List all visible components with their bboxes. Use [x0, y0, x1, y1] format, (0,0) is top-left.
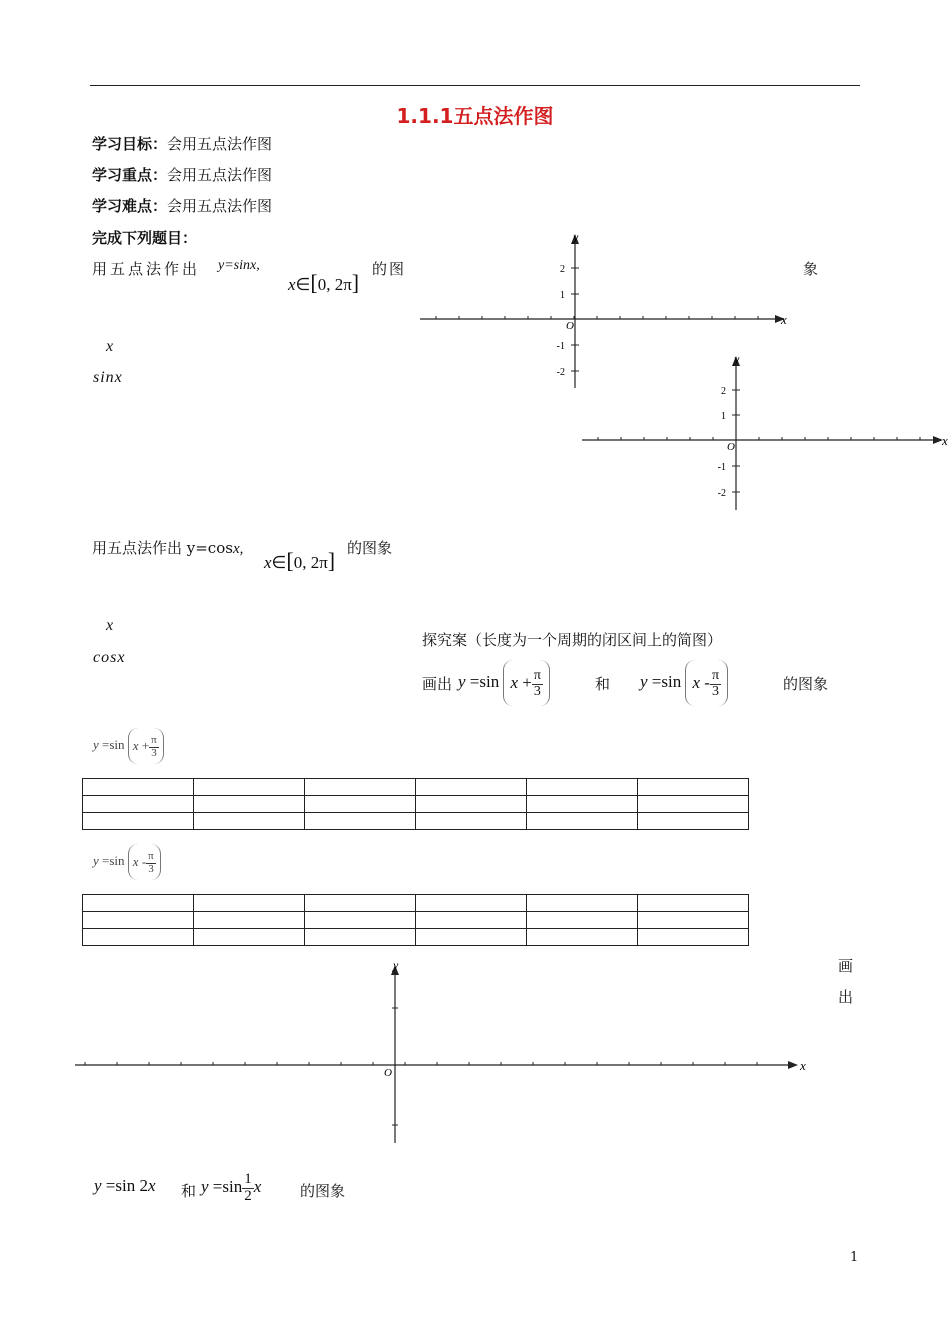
axes-1-x-label: x: [781, 312, 787, 327]
q1-in-symbol: ∈: [295, 275, 311, 294]
focus-line: [92, 164, 272, 185]
table-cell[interactable]: [305, 779, 416, 796]
axes-2-y-label: y: [734, 352, 740, 366]
table-cell[interactable]: [527, 796, 638, 813]
final-suffix: 的图象: [300, 1182, 346, 1200]
final-formula-1: [94, 1176, 156, 1196]
final-f2-var: x: [253, 1177, 262, 1197]
q1-prefix: 用五点法作出: [92, 260, 201, 278]
focus-text: 会用五点法作图: [167, 166, 273, 184]
q2-row-label-cosx: cosx: [93, 649, 126, 666]
table-cell[interactable]: [416, 796, 527, 813]
table-row: [83, 895, 749, 912]
table-a-label: [93, 728, 164, 764]
explore-suffix: 的图象: [783, 675, 829, 693]
explore-formula-1: [458, 660, 550, 706]
difficulty-label: 学习难点：: [92, 197, 168, 215]
table-cell[interactable]: [638, 912, 749, 929]
table-a-frac: [149, 735, 159, 759]
table-b-op: -: [141, 854, 147, 869]
table-a-den: 3: [151, 746, 157, 759]
q2-suffix: 的图象: [347, 539, 393, 557]
table-b-eq: =sin: [102, 852, 125, 868]
table-cell[interactable]: [194, 929, 305, 946]
explore-f2-lhs: y: [640, 671, 648, 691]
difficulty-line: [92, 195, 272, 216]
q2-func-var: x,: [232, 541, 244, 557]
table-cell[interactable]: [638, 929, 749, 946]
goal-label: 学习目标：: [92, 135, 168, 153]
axes-2-ytick-neg1: -1: [717, 462, 726, 473]
table-b-label: [93, 844, 161, 880]
goal-line: [92, 133, 272, 154]
axes-2: [578, 350, 950, 515]
q1-domain-var: x: [288, 275, 296, 294]
table-cell[interactable]: [527, 929, 638, 946]
q2-interval: 0, 2π: [293, 553, 328, 572]
explore-formula-2: [640, 660, 728, 706]
table-cell[interactable]: [638, 779, 749, 796]
q1-suffix-left: 的图: [372, 260, 407, 278]
explore-f1-num: π: [533, 667, 541, 683]
q2-right-bracket: ]: [327, 548, 336, 573]
table-cell[interactable]: [527, 912, 638, 929]
axes-2-ytick-1: 1: [721, 411, 726, 422]
axes-1-ytick-2: 2: [560, 264, 565, 275]
table-cell[interactable]: [194, 796, 305, 813]
table-cell[interactable]: [416, 929, 527, 946]
q1-func: y=sinx,: [218, 258, 260, 273]
axes-1-ytick-neg1: -1: [556, 341, 565, 352]
explore-f1-den: 3: [533, 683, 541, 699]
table-cell[interactable]: [83, 912, 194, 929]
axes-2-x-label: x: [942, 433, 948, 448]
explore-f2-var: x: [692, 673, 701, 692]
header-rule: [90, 85, 860, 86]
q2-prefix: 用五点法作出 y=cos: [92, 539, 233, 557]
axes-2-origin: O: [727, 441, 735, 453]
explore-draw: 画出: [422, 675, 453, 693]
table-cell[interactable]: [194, 779, 305, 796]
page-number: 1: [850, 1250, 859, 1265]
q1-row-label-sinx: sinx: [93, 369, 123, 386]
table-b: [82, 894, 749, 946]
table-cell[interactable]: [638, 796, 749, 813]
explore-f1-eq: =sin: [469, 671, 500, 691]
table-a-num: π: [151, 733, 157, 746]
q2-domain-var: x: [264, 553, 272, 572]
explore-f2-eq: =sin: [651, 671, 682, 691]
table-cell[interactable]: [194, 813, 305, 830]
table-b-lhs: y: [93, 852, 99, 868]
table-cell[interactable]: [416, 912, 527, 929]
table-cell[interactable]: [305, 796, 416, 813]
axes-1-y-label: y: [573, 230, 579, 244]
table-cell[interactable]: [194, 912, 305, 929]
table-cell[interactable]: [305, 813, 416, 830]
explore-f2-den: 3: [711, 683, 719, 699]
explore-f1-paren: [503, 660, 549, 706]
table-row: [83, 929, 749, 946]
table-cell[interactable]: [416, 813, 527, 830]
axes-3-x-arrow: [788, 1061, 798, 1069]
q1-left-bracket: [: [310, 270, 318, 295]
table-cell[interactable]: [194, 895, 305, 912]
q2-prefix-line: [92, 537, 243, 558]
explore-f1-lhs: y: [458, 671, 466, 691]
table-cell[interactable]: [527, 895, 638, 912]
q1-row-label-x: x: [106, 338, 114, 355]
table-cell[interactable]: [83, 929, 194, 946]
explore-f2-paren: [685, 660, 728, 706]
table-cell[interactable]: [83, 779, 194, 796]
table-cell[interactable]: [305, 912, 416, 929]
table-cell[interactable]: [83, 895, 194, 912]
q2-row-label-x: x: [106, 617, 114, 634]
table-b-den: 3: [148, 862, 154, 875]
final-f1-var: x: [147, 1176, 156, 1195]
explore-and: 和: [595, 675, 611, 693]
table-cell[interactable]: [83, 813, 194, 830]
table-b-var: x: [132, 854, 139, 869]
final-f2-frac: [242, 1172, 254, 1205]
axes-1-origin: O: [566, 320, 574, 332]
table-row: [83, 912, 749, 929]
page-title: 1.1.1五点法作图: [396, 104, 554, 128]
table-b-paren: [128, 844, 161, 880]
final-f1-eq: =sin 2: [105, 1176, 148, 1195]
table-cell[interactable]: [527, 779, 638, 796]
explore-f1-var: x: [510, 673, 519, 692]
final-f2-den: 2: [244, 1187, 252, 1204]
table-row: [83, 813, 749, 830]
final-and: 和: [181, 1182, 197, 1200]
table-cell[interactable]: [638, 813, 749, 830]
axes-1-ytick-1: 1: [560, 290, 565, 301]
q2-domain: [264, 548, 335, 574]
axes-3-y-label: y: [393, 958, 399, 972]
final-f1-lhs: y: [94, 1176, 102, 1195]
q2-in-symbol: ∈: [271, 553, 287, 572]
table-cell[interactable]: [638, 895, 749, 912]
axes-2-ytick-neg2: -2: [717, 488, 726, 499]
table-cell[interactable]: [416, 779, 527, 796]
explore-f2-num: π: [711, 667, 720, 683]
explore-f2-frac: [710, 669, 721, 699]
q1-interval: 0, 2π: [317, 275, 352, 294]
table-cell[interactable]: [416, 895, 527, 912]
axes-3-x-label: x: [800, 1058, 806, 1073]
axes-3: [70, 955, 815, 1150]
table-a-paren: [128, 728, 164, 764]
table-b-frac: [146, 851, 156, 875]
table-cell[interactable]: [83, 796, 194, 813]
final-formula-2: [201, 1172, 261, 1205]
q2-left-bracket: [: [286, 548, 294, 573]
final-f2-lhs: y: [201, 1177, 209, 1197]
side-text-1: 画: [838, 957, 854, 975]
table-a-lhs: y: [93, 736, 99, 752]
explore-heading: 探究案（长度为一个周期的闭区间上的简图）: [422, 631, 723, 649]
explore-f1-frac: [532, 669, 543, 699]
axes-2-ytick-2: 2: [721, 386, 726, 397]
axes-1-ytick-neg2: -2: [556, 367, 565, 378]
final-f2-eq: =sin: [212, 1177, 243, 1197]
explore-f2-op: -: [704, 673, 710, 692]
q1-suffix-right: 象: [803, 260, 819, 278]
final-f2-num: 1: [244, 1171, 252, 1187]
axes-3-origin: O: [384, 1067, 392, 1079]
side-text-2: 出: [838, 988, 854, 1006]
explore-f1-op: +: [522, 673, 532, 692]
table-cell[interactable]: [305, 929, 416, 946]
q1-domain: [288, 270, 359, 296]
table-a: [82, 778, 749, 830]
q1-right-bracket: ]: [351, 270, 360, 295]
table-cell[interactable]: [305, 895, 416, 912]
table-a-var: x: [132, 738, 139, 753]
table-b-num: π: [148, 849, 154, 862]
table-a-eq: =sin: [102, 736, 125, 752]
table-a-op: +: [141, 738, 150, 753]
task-heading: 完成下列题目：: [92, 229, 198, 247]
difficulty-text: 会用五点法作图: [167, 197, 273, 215]
goal-text: 会用五点法作图: [167, 135, 273, 153]
table-row: [83, 779, 749, 796]
focus-label: 学习重点：: [92, 166, 168, 184]
table-cell[interactable]: [527, 813, 638, 830]
table-row: [83, 796, 749, 813]
